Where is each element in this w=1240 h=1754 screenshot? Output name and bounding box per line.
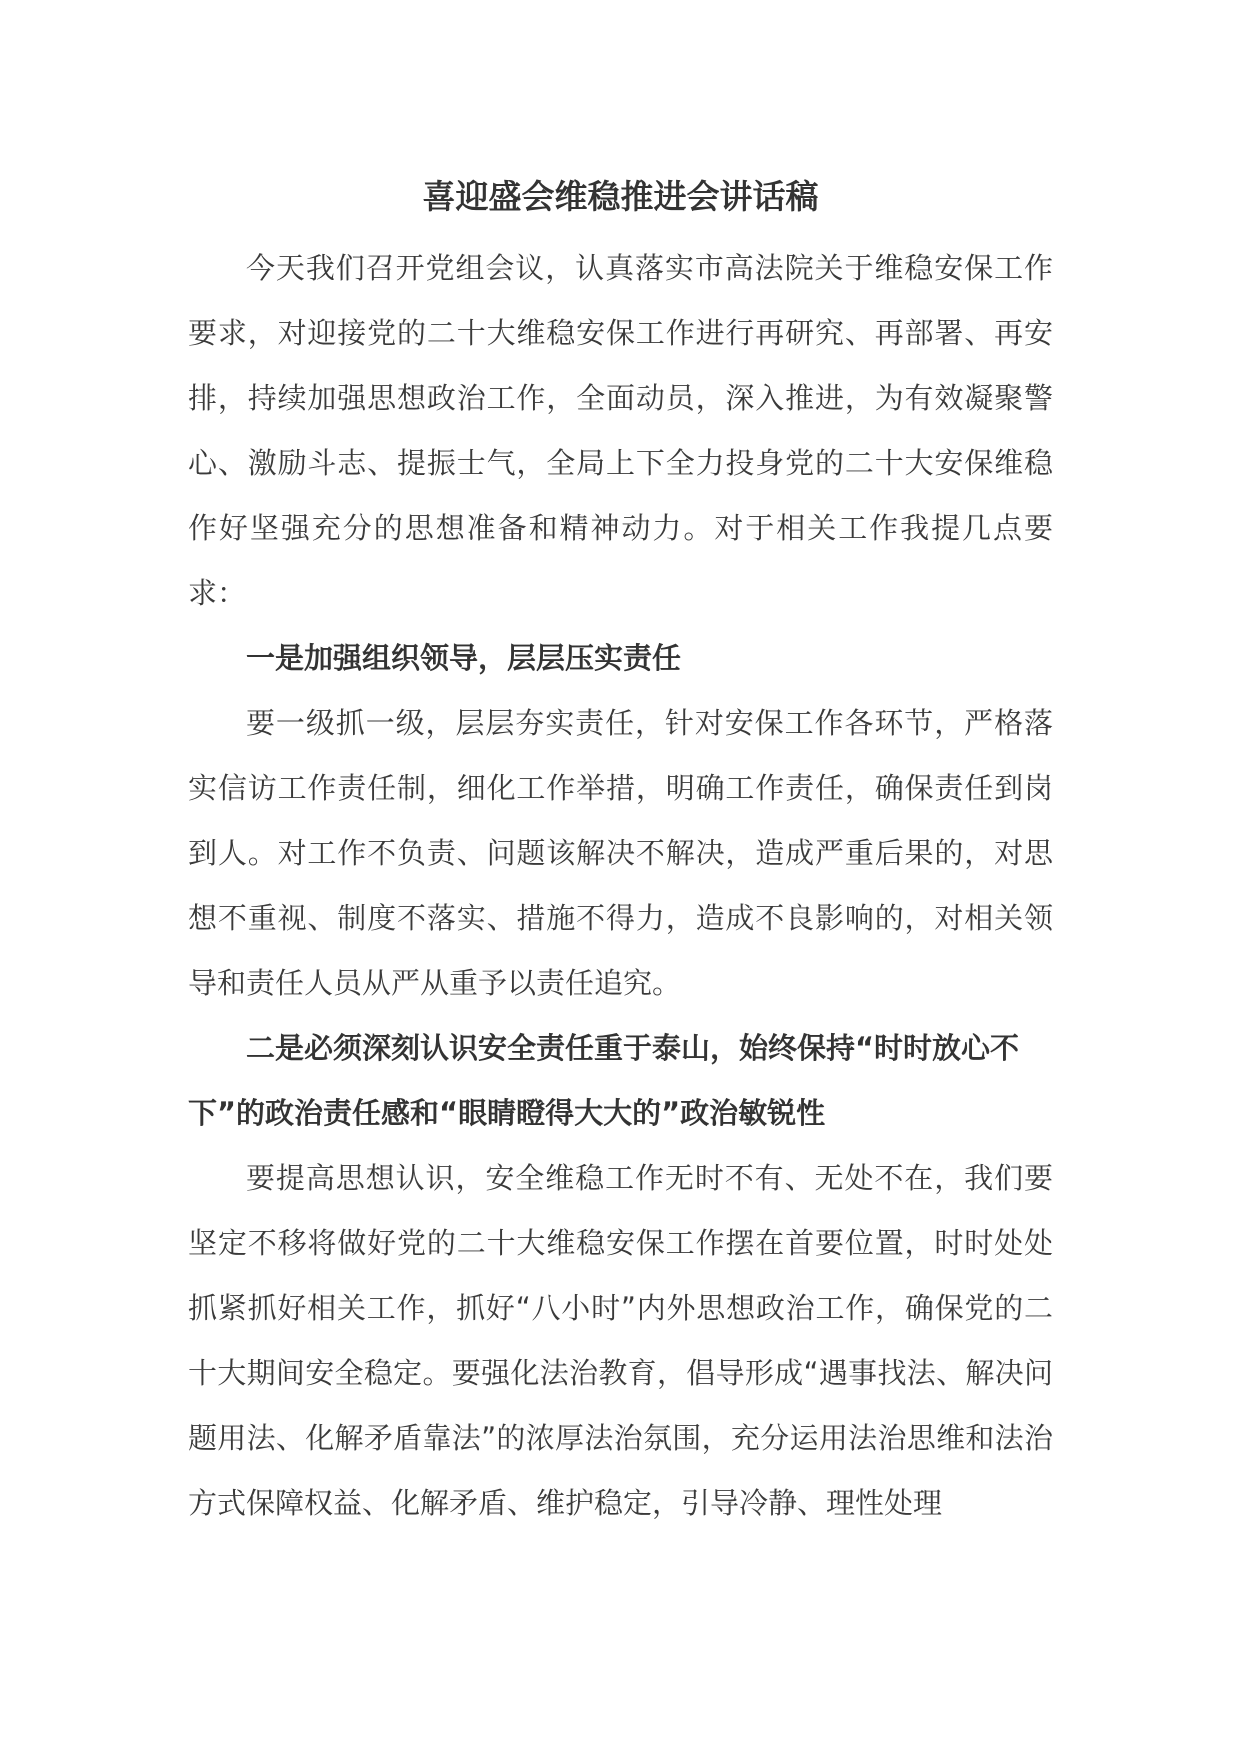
section-heading-1: 一是加强组织领导，层层压实责任 [246,641,682,675]
section-heading-2: 二是必须深刻认识安全责任重于泰山，始终保持“时时放心不下”的政治责任感和“眼睛瞪得大大的”政治敏锐性 [188,1031,1020,1130]
section-1-paragraph: 要一级抓一级，层层夯实责任，针对安保工作各环节，严格落实信访工作责任制，细化工作举措，明确工作责任，确保责任到岗到人。对工作不负责、问题该解决不解决，造成严重后果的，对思想不重视、制度不落实、措施不得力，造成不良影响的，对相关领导和责任人员从严从重予以责任追究。 [188,706,1053,1000]
intro-paragraph: 今天我们召开党组会议，认真落实市高法院关于维稳安保工作要求，对迎接党的二十大维稳安保工作进行再研究、再部署、再安排，持续加强思想政治工作，全面动员，深入推进，为有效凝聚警心、激励斗志、提振士气，全局上下全力投身党的二十大安保维稳作好坚强充分的思想准备和精神动力。对于相关工作我提几点要求： [188,251,1053,610]
document-title: 喜迎盛会维稳推进会讲话稿 [422,177,819,216]
section-2-paragraph: 要提高思想认识，安全维稳工作无时不有、无处不在，我们要坚定不移将做好党的二十大维稳安保工作摆在首要位置，时时处处抓紧抓好相关工作，抓好“八小时”内外思想政治工作，确保党的二十大期间安全稳定。要强化法治教育，倡导形成“遇事找法、解决问题用法、化解矛盾靠法”的浓厚法治氛围，充分运用法治思维和法治方式保障权益、化解矛盾、维护稳定，引导冷静、理性处理 [188,1161,1053,1520]
document-page [188,170,1053,1536]
